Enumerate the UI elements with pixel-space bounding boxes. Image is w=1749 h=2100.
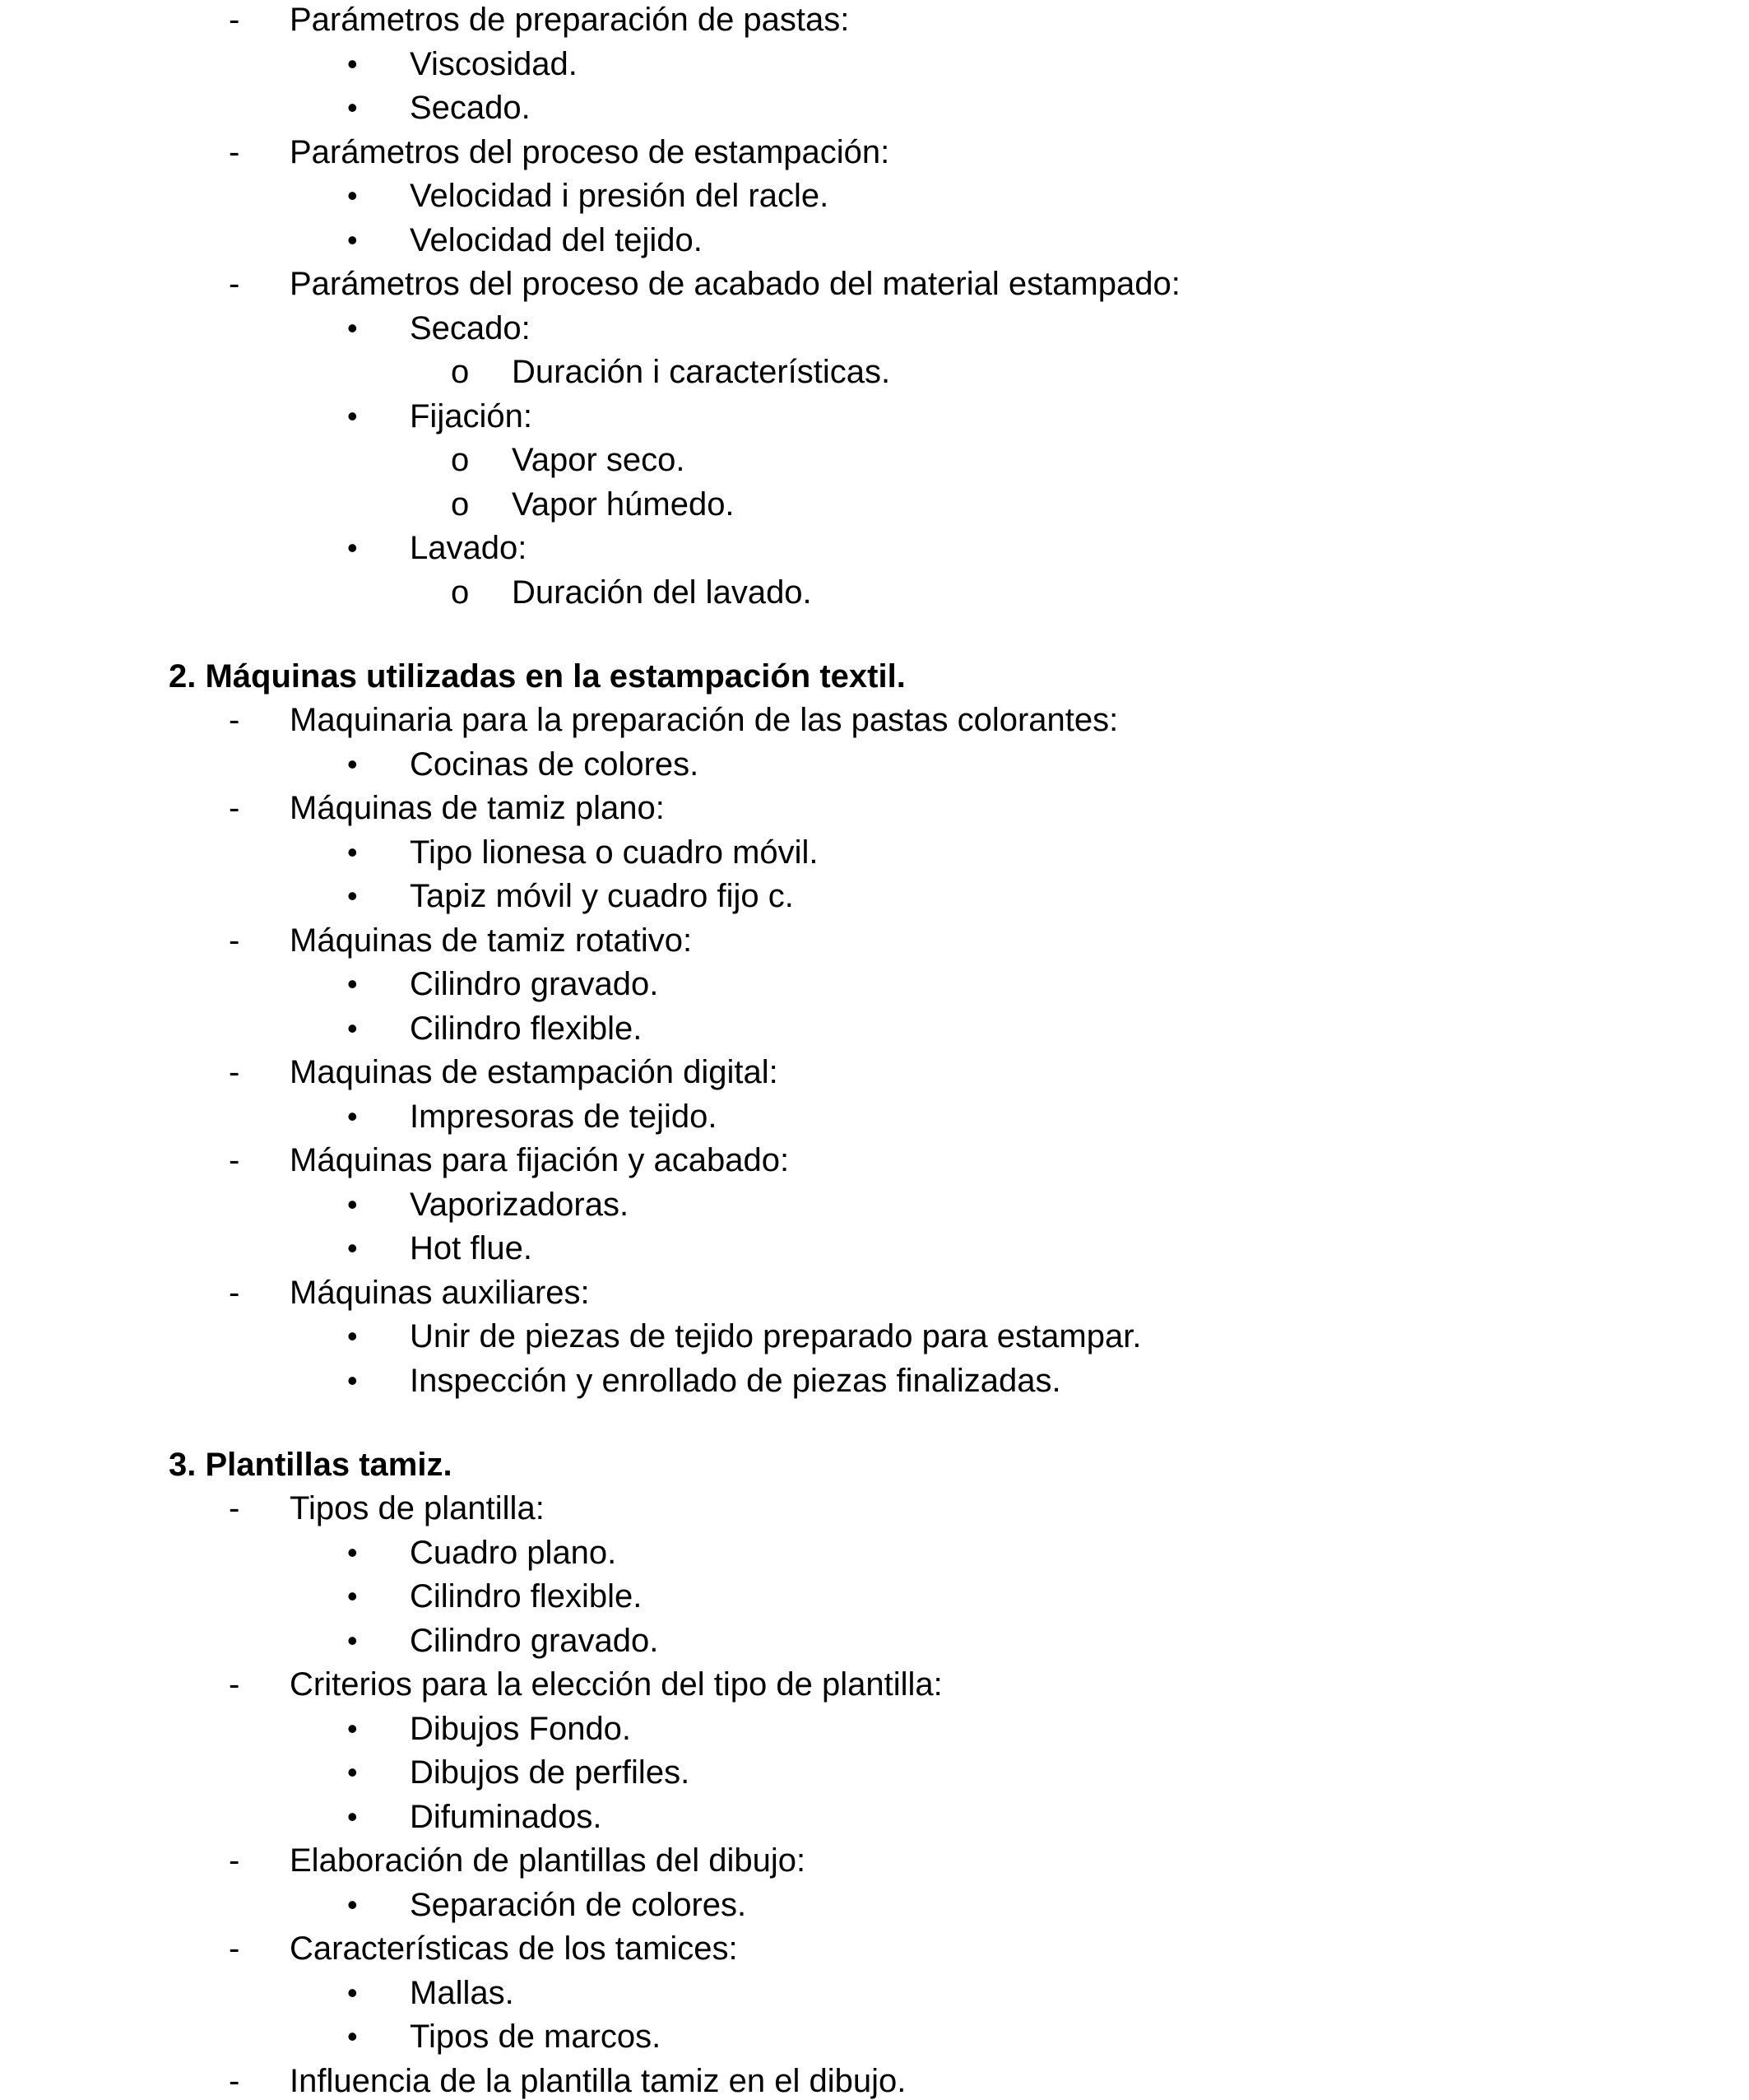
list-item-level-1: Parámetros del proceso de estampación: bbox=[290, 133, 890, 170]
bullet-marker: • bbox=[347, 1711, 358, 1745]
list-item-level-3: Vapor seco. bbox=[512, 442, 685, 478]
list-item-level-2: Vaporizadoras. bbox=[410, 1186, 629, 1223]
list-item-level-2: Unir de piezas de tejido preparado para estampar. bbox=[410, 1318, 1142, 1354]
bullet-marker: • bbox=[347, 1535, 358, 1569]
dash-marker: - bbox=[229, 1666, 240, 1703]
section-heading: 3. Plantillas tamiz. bbox=[169, 1446, 452, 1483]
list-item-level-1: Tipos de plantilla: bbox=[290, 1490, 545, 1526]
list-item-level-2: Velocidad del tejido. bbox=[410, 221, 703, 258]
list-item-level-2: Difuminados. bbox=[410, 1798, 602, 1835]
list-item-level-1: Características de los tamices: bbox=[290, 1930, 738, 1967]
list-item-level-2: Lavado: bbox=[410, 530, 527, 566]
list-item-level-2: Cuadro plano. bbox=[410, 1534, 617, 1571]
list-item-level-1: Máquinas de tamiz plano: bbox=[290, 790, 665, 826]
section-heading: 2. Máquinas utilizadas en la estampación textil. bbox=[169, 657, 906, 695]
bullet-marker: • bbox=[347, 834, 358, 869]
list-item-level-2: Inspección y enrollado de piezas finalizadas. bbox=[410, 1362, 1061, 1399]
dash-marker: - bbox=[229, 133, 240, 170]
list-item-level-2: Cilindro flexible. bbox=[410, 1578, 643, 1614]
bullet-marker: • bbox=[347, 91, 358, 124]
bullet-marker: • bbox=[347, 222, 358, 257]
list-item-level-1: Influencia de la plantilla tamiz en el dibujo. bbox=[290, 2062, 907, 2099]
bullet-marker: • bbox=[347, 1579, 358, 1613]
bullet-marker: • bbox=[347, 179, 358, 212]
bullet-marker: • bbox=[347, 1099, 358, 1133]
bullet-marker: • bbox=[347, 1231, 358, 1265]
list-item-level-3: Vapor húmedo. bbox=[512, 486, 735, 523]
dash-marker: - bbox=[229, 790, 240, 826]
dash-marker: - bbox=[229, 922, 240, 959]
list-item-level-2: Dibujos de perfiles. bbox=[410, 1754, 690, 1791]
dash-marker: - bbox=[229, 702, 240, 738]
list-item-level-2: Separación de colores. bbox=[410, 1886, 747, 1923]
dash-marker: - bbox=[229, 2, 240, 38]
list-item-level-1: Maquinas de estampación digital: bbox=[290, 1054, 778, 1090]
list-item-level-2: Dibujos Fondo. bbox=[410, 1710, 632, 1747]
dash-marker: - bbox=[229, 1274, 240, 1311]
list-item-level-1: Criterios para la elección del tipo de plantilla: bbox=[290, 1666, 943, 1703]
circle-marker: o bbox=[451, 486, 470, 523]
bullet-marker: • bbox=[347, 46, 358, 81]
dash-marker: - bbox=[229, 1842, 240, 1879]
list-item-level-2: Tapiz móvil y cuadro fijo c. bbox=[410, 878, 794, 914]
list-item-level-1: Máquinas de tamiz rotativo: bbox=[290, 922, 693, 959]
list-item-level-3: Duración i características. bbox=[512, 354, 891, 390]
list-item-level-2: Cocinas de colores. bbox=[410, 746, 699, 783]
list-item-level-2: Velocidad i presión del racle. bbox=[410, 178, 829, 214]
list-item-level-1: Máquinas para fijación y acabado: bbox=[290, 1142, 790, 1178]
list-item-level-1: Máquinas auxiliares: bbox=[290, 1274, 590, 1311]
list-item-level-1: Maquinaria para la preparación de las pastas colorantes: bbox=[290, 702, 1119, 738]
circle-marker: o bbox=[451, 442, 470, 478]
list-item-level-1: Parámetros del proceso de acabado del material estampado: bbox=[290, 266, 1181, 302]
bullet-marker: • bbox=[347, 1011, 358, 1045]
bullet-marker: • bbox=[347, 879, 358, 913]
list-item-level-2: Mallas. bbox=[410, 1974, 514, 2011]
bullet-marker: • bbox=[347, 1799, 358, 1833]
bullet-marker: • bbox=[347, 1975, 358, 2009]
bullet-marker: • bbox=[347, 531, 358, 564]
bullet-marker: • bbox=[347, 967, 358, 1001]
circle-marker: o bbox=[451, 354, 470, 390]
list-item-level-2: Cilindro gravado. bbox=[410, 966, 659, 1002]
dash-marker: - bbox=[229, 266, 240, 302]
list-item-level-1: Elaboración de plantillas del dibujo: bbox=[290, 1842, 806, 1879]
list-item-level-2: Cilindro flexible. bbox=[410, 1010, 643, 1047]
bullet-marker: • bbox=[347, 746, 358, 781]
bullet-marker: • bbox=[347, 1755, 358, 1789]
list-item-level-2: Fijación: bbox=[410, 397, 532, 434]
dash-marker: - bbox=[229, 1930, 240, 1967]
circle-marker: o bbox=[451, 574, 470, 611]
bullet-marker: • bbox=[347, 1623, 358, 1657]
bullet-marker: • bbox=[347, 310, 358, 345]
bullet-marker: • bbox=[347, 1187, 358, 1221]
bullet-marker: • bbox=[347, 398, 358, 433]
dash-marker: - bbox=[229, 1142, 240, 1178]
dash-marker: - bbox=[229, 1054, 240, 1090]
bullet-marker: • bbox=[347, 1887, 358, 1921]
list-item-level-2: Cilindro gravado. bbox=[410, 1622, 659, 1659]
list-item-level-2: Tipos de marcos. bbox=[410, 2019, 661, 2055]
list-item-level-2: Impresoras de tejido. bbox=[410, 1098, 717, 1135]
dash-marker: - bbox=[229, 2062, 240, 2099]
list-item-level-2: Viscosidad. bbox=[410, 45, 578, 82]
bullet-marker: • bbox=[347, 1319, 358, 1353]
dash-marker: - bbox=[229, 1490, 240, 1526]
bullet-marker: • bbox=[347, 1363, 358, 1397]
list-item-level-2: Secado: bbox=[410, 309, 531, 346]
list-item-level-2: Secado. bbox=[410, 90, 531, 126]
list-item-level-2: Hot flue. bbox=[410, 1230, 532, 1266]
list-item-level-1: Parámetros de preparación de pastas: bbox=[290, 2, 850, 38]
list-item-level-3: Duración del lavado. bbox=[512, 574, 812, 611]
bullet-marker: • bbox=[347, 2019, 358, 2053]
list-item-level-2: Tipo lionesa o cuadro móvil. bbox=[410, 834, 819, 871]
